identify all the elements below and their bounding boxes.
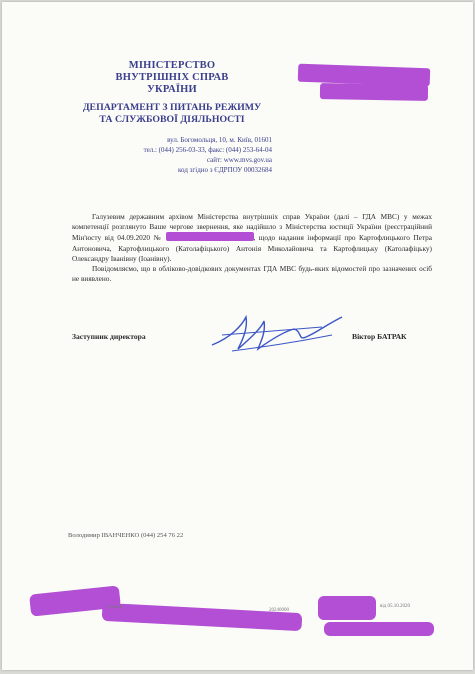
paragraph-1: Галузевим державним архівом Міністерства внутрішніх справ України (далі – ГДА МВС) у межах компетенції розглянуто Ваше чергове звернення, яке надійшло з Міністерства юстиції України (реєстраційний Мін'юсту від 04.09.2020 № , щодо надання інформації про Картофлицького Петра Антоновича, Картофлицького (Католафіцького) Антонія Миколайовича та Картофлицьку (Католафіцьку) Олександру Іванівну (Іоанівну). xyxy=(72,212,432,263)
letter-body xyxy=(72,212,432,284)
executor-contact: Володимир ІВАНЧЕНКО (044) 254 76 22 xyxy=(68,532,184,539)
website: сайт: www.mvs.gov.ua xyxy=(206,156,272,164)
address: вул. Богомольця, 10, м. Київ, 01601 xyxy=(167,136,272,144)
footer-redaction-right xyxy=(318,596,376,620)
edrpou-code: код згідно з ЄДРПОУ 00032684 xyxy=(177,166,272,174)
signatory-title: Заступник директора xyxy=(72,332,146,341)
ministry-name: МІНІСТЕРСТВО ВНУТРІШНІХ СПРАВ УКРАЇНИ xyxy=(115,60,229,95)
letterhead xyxy=(62,60,282,126)
footer-fragment-left: Сертиф xyxy=(106,605,123,610)
signatory-name: Віктор БАТРАК xyxy=(352,332,407,341)
department-name: ДЕПАРТАМЕНТ З ПИТАНЬ РЕЖИМУ ТА СЛУЖБОВОЇ ДІЯЛЬНОСТІ xyxy=(82,102,262,125)
contact-details xyxy=(72,135,272,175)
paragraph-2: Повідомляємо, що в обліково-довідкових документах ГДА МВС будь-яких відомостей про зазначених осіб не виявлено. xyxy=(72,264,432,284)
footer-fragment-right: від 05.10.2020 xyxy=(380,604,411,609)
letter-page xyxy=(2,2,473,670)
recipient-redaction-2 xyxy=(320,83,428,101)
handwritten-signature xyxy=(202,307,352,362)
footer-fragment-middle: 20240000 xyxy=(269,608,289,613)
phone-fax: тел.: (044) 256-03-33, факс: (044) 253-64-04 xyxy=(143,146,272,154)
footer-redaction-bottom xyxy=(324,622,434,636)
registration-number-redaction xyxy=(166,232,254,241)
